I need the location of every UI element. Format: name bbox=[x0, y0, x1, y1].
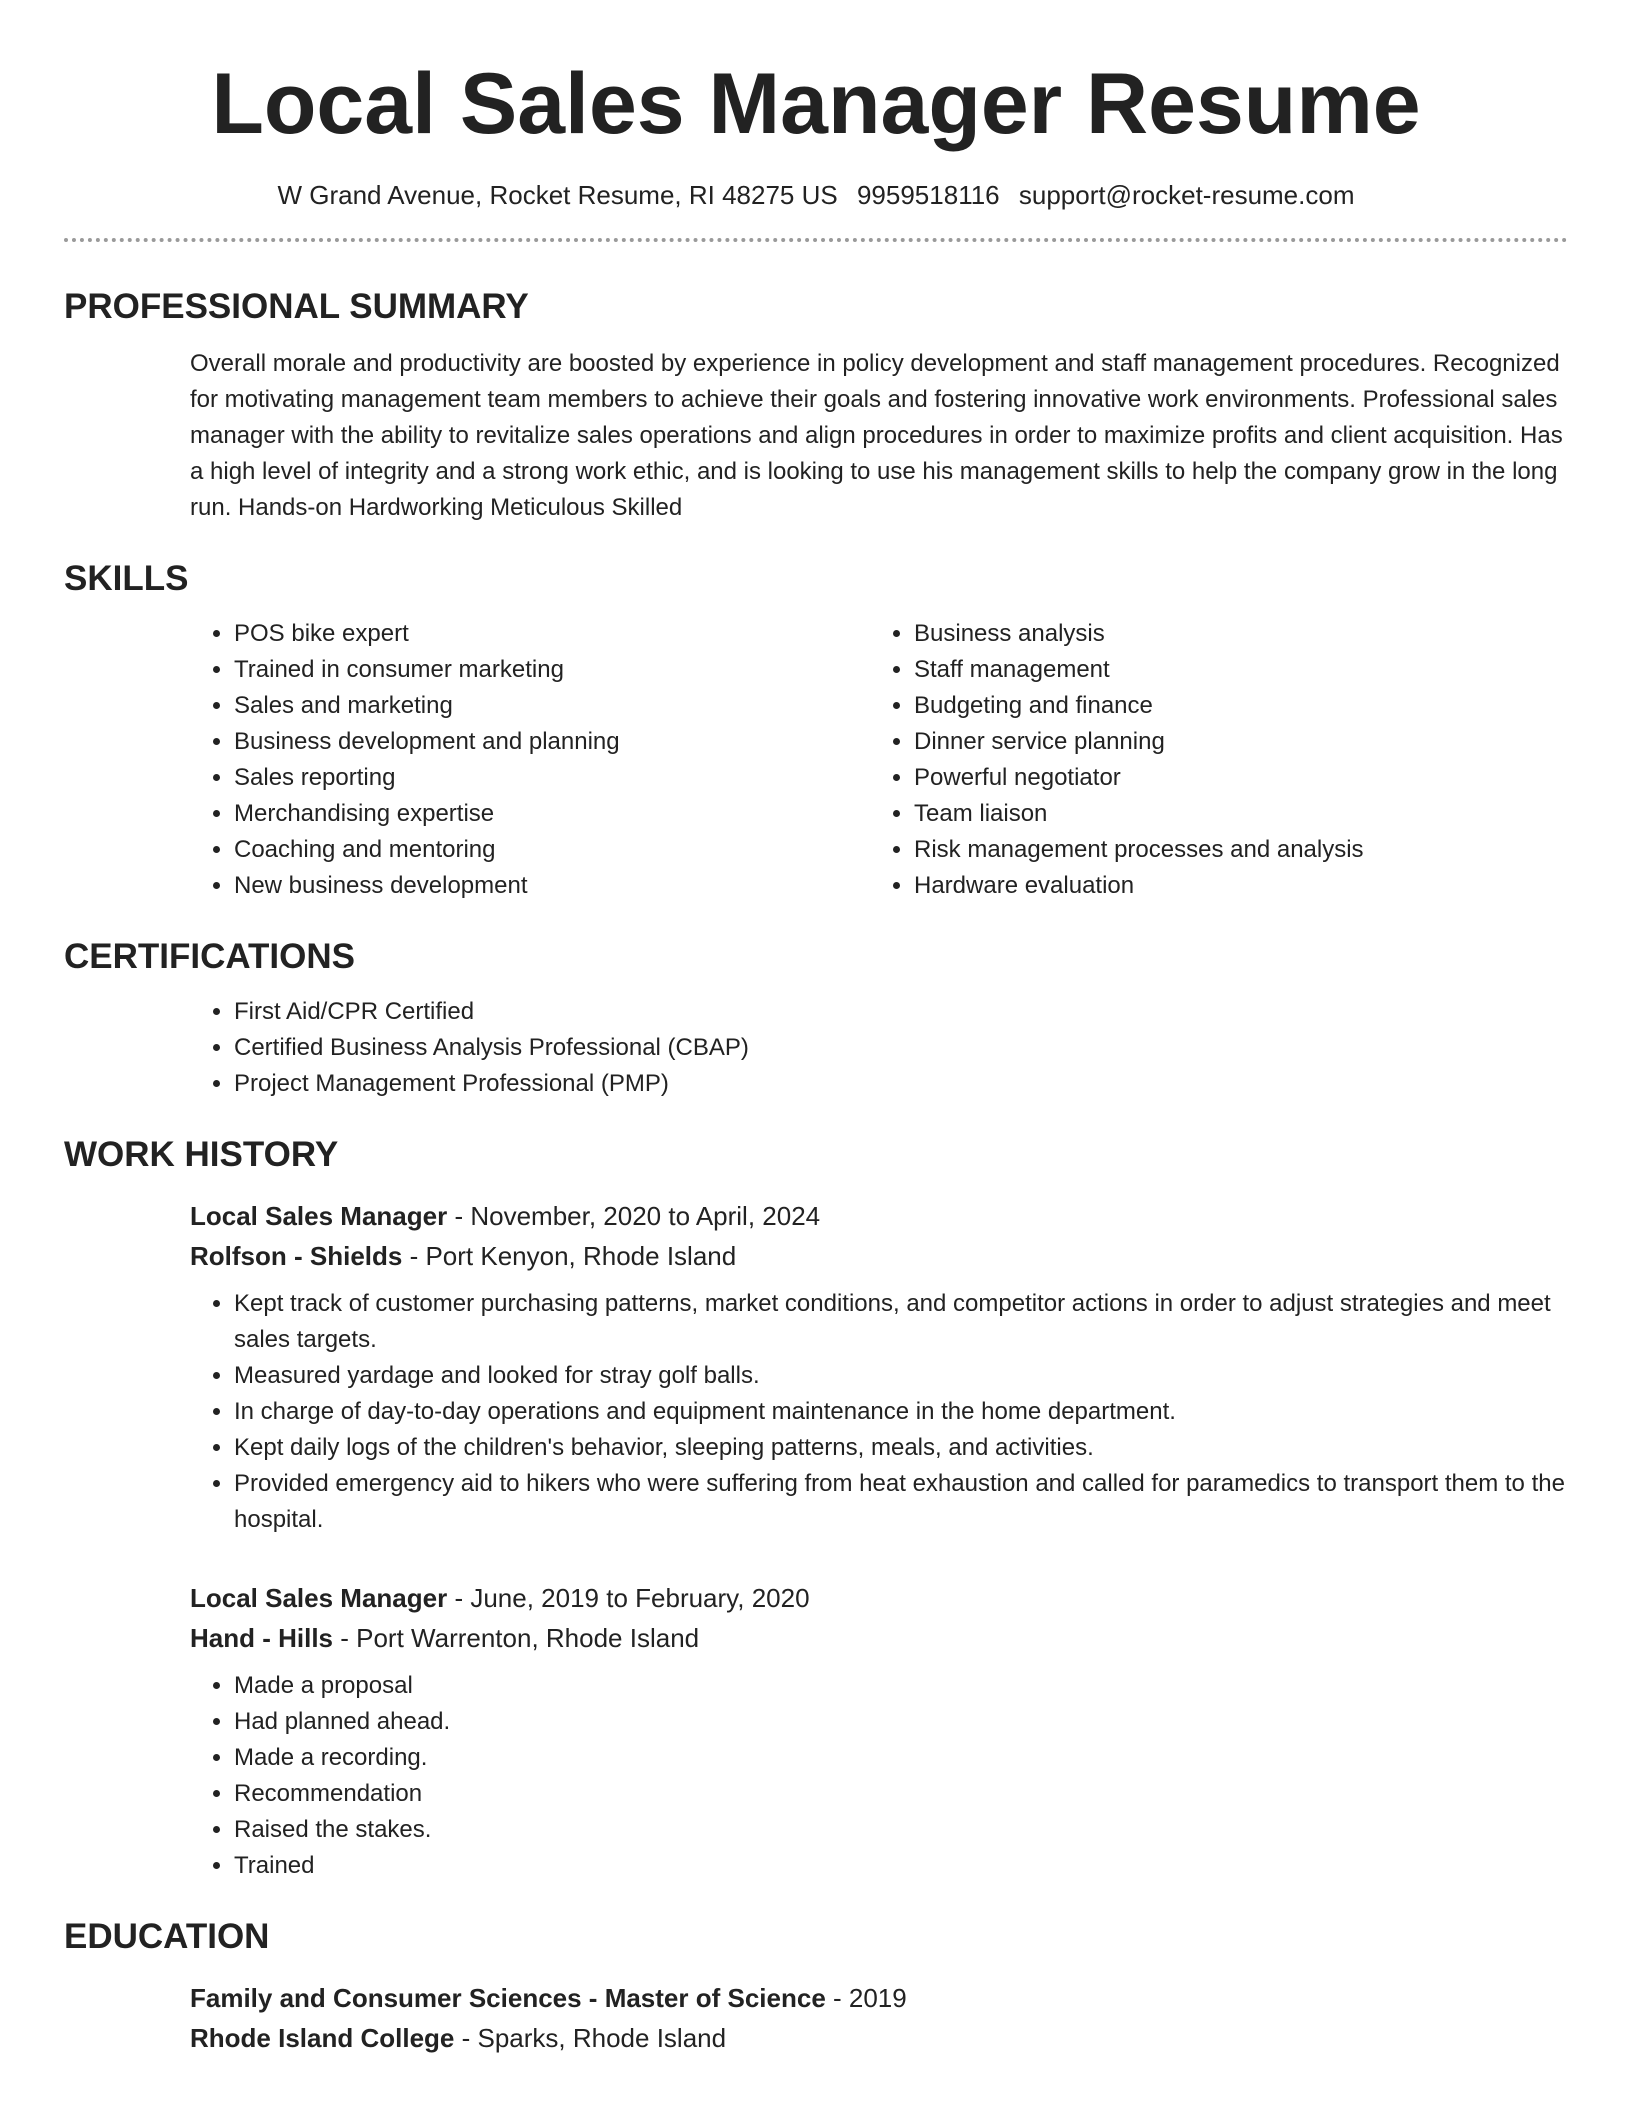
job-role-line bbox=[190, 1578, 1568, 1618]
education-school-line bbox=[190, 2018, 1568, 2058]
contact-address: W Grand Avenue, Rocket Resume, RI 48275 US bbox=[277, 180, 838, 210]
skill-item: • Hardware evaluation bbox=[914, 868, 1550, 904]
job-duties bbox=[190, 1668, 1568, 1884]
skills-column-left bbox=[190, 616, 870, 904]
skill-item: • Coaching and mentoring bbox=[234, 832, 870, 868]
job-company: Hand - Hills bbox=[190, 1623, 334, 1653]
job-duty: • Raised the stakes. bbox=[234, 1812, 1568, 1848]
education-degree-line bbox=[190, 1978, 1568, 2018]
job-role: Local Sales Manager bbox=[190, 1583, 448, 1613]
section-title-education: EDUCATION bbox=[64, 1917, 270, 1956]
job-duty: • In charge of day-to-day operations and equipment maintenance in the home department. bbox=[234, 1394, 1568, 1430]
skill-item: • POS bike expert bbox=[234, 616, 870, 652]
job-duty: • Provided emergency aid to hikers who were suffering from heat exhaustion and called for paramedics to transport them to the hospital. bbox=[234, 1466, 1568, 1538]
skill-item: • Sales reporting bbox=[234, 760, 870, 796]
skill-item: • Business analysis bbox=[914, 616, 1550, 652]
job-location: - Port Warrenton, Rhode Island bbox=[333, 1623, 700, 1653]
job-company-line bbox=[190, 1236, 1568, 1276]
skill-item: • Dinner service planning bbox=[914, 724, 1550, 760]
job-dates: - June, 2019 to February, 2020 bbox=[447, 1583, 810, 1613]
job-company-line bbox=[190, 1618, 1568, 1658]
skill-item: • Staff management bbox=[914, 652, 1550, 688]
section-title-skills: SKILLS bbox=[64, 559, 189, 598]
contact-phone: 9959518116 bbox=[856, 180, 1000, 210]
job-duty: • Had planned ahead. bbox=[234, 1704, 1568, 1740]
job-duty: • Kept track of customer purchasing patterns, market conditions, and competitor actions in order to adjust strategies and meet sales targets. bbox=[234, 1286, 1568, 1358]
job-role-line bbox=[190, 1196, 1568, 1236]
job-duty: • Made a proposal bbox=[234, 1668, 1568, 1704]
education-entry bbox=[190, 1978, 1568, 2058]
certifications-list bbox=[190, 994, 1568, 1102]
education-degree: Family and Consumer Sciences - Master of Science bbox=[190, 1983, 826, 2013]
skill-item: • Risk management processes and analysis bbox=[914, 832, 1550, 868]
skill-item: • Sales and marketing bbox=[234, 688, 870, 724]
skill-item: • Budgeting and finance bbox=[914, 688, 1550, 724]
skill-item: • New business development bbox=[234, 868, 870, 904]
section-title-certifications: CERTIFICATIONS bbox=[64, 937, 356, 976]
job-dates: - November, 2020 to April, 2024 bbox=[447, 1201, 821, 1231]
job-duties bbox=[190, 1286, 1568, 1538]
education-location: - Sparks, Rhode Island bbox=[454, 2023, 727, 2053]
certification-item: • Certified Business Analysis Professional (CBAP) bbox=[234, 1030, 1568, 1066]
job-entry bbox=[190, 1196, 1568, 1538]
job-duty: • Made a recording. bbox=[234, 1740, 1568, 1776]
job-role: Local Sales Manager bbox=[190, 1201, 448, 1231]
job-duty: • Trained bbox=[234, 1848, 1568, 1884]
skill-item: • Business development and planning bbox=[234, 724, 870, 760]
certification-item: • First Aid/CPR Certified bbox=[234, 994, 1568, 1030]
skill-item: • Trained in consumer marketing bbox=[234, 652, 870, 688]
job-company: Rolfson - Shields bbox=[190, 1241, 403, 1271]
certification-item: • Project Management Professional (PMP) bbox=[234, 1066, 1568, 1102]
summary-text: Overall morale and productivity are boosted by experience in policy development and staff management procedures. Recognized for motivating management team members to achieve their goals and fostering innovative work environments. Professional sales manager with the ability to revitalize sales operations and align procedures in order to maximize profits and client acquisition. Has a high level of integrity and a strong work ethic, and is looking to use his management skills to help the company grow in the long run. Hands-on Hardworking Meticulous Skilled bbox=[190, 350, 1563, 521]
contact-line bbox=[64, 178, 1568, 212]
education-year: - 2019 bbox=[825, 1983, 907, 2013]
skills-column-right bbox=[870, 616, 1550, 904]
skill-item: • Merchandising expertise bbox=[234, 796, 870, 832]
skill-item: • Team liaison bbox=[914, 796, 1550, 832]
job-duty: • Measured yardage and looked for stray golf balls. bbox=[234, 1358, 1568, 1394]
section-title-summary: PROFESSIONAL SUMMARY bbox=[64, 287, 529, 326]
section-title-work-history: WORK HISTORY bbox=[64, 1135, 339, 1174]
job-duty: • Recommendation bbox=[234, 1776, 1568, 1812]
job-location: - Port Kenyon, Rhode Island bbox=[402, 1241, 737, 1271]
job-entry bbox=[190, 1578, 1568, 1884]
skill-item: • Powerful negotiator bbox=[914, 760, 1550, 796]
job-duty: • Kept daily logs of the children's behavior, sleeping patterns, meals, and activities. bbox=[234, 1430, 1568, 1466]
resume-title: Local Sales Manager Resume bbox=[211, 56, 1421, 152]
contact-email: support@rocket-resume.com bbox=[1018, 180, 1355, 210]
skills-columns bbox=[190, 616, 1568, 904]
header-divider bbox=[64, 238, 1568, 242]
education-school: Rhode Island College bbox=[190, 2023, 455, 2053]
